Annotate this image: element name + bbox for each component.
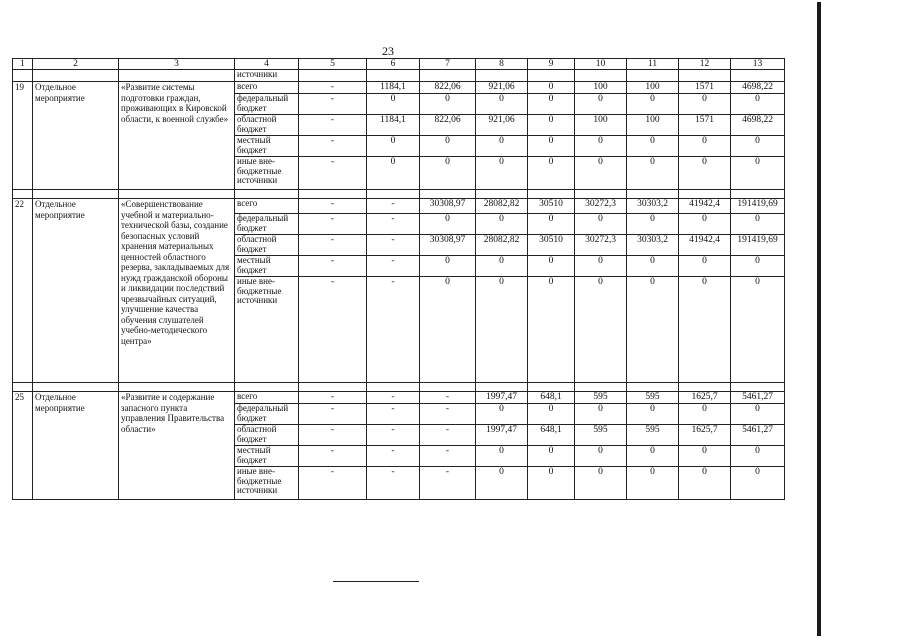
value-cell: 1625,7	[679, 392, 731, 404]
value-cell: 28082,82	[476, 235, 528, 256]
value-cell: 41942,4	[679, 235, 731, 256]
value-cell: 0	[679, 404, 731, 425]
value-cell: 4698,22	[731, 82, 785, 94]
page-number: 23	[382, 44, 394, 58]
activity-number: 19	[13, 82, 33, 190]
value-cell: 30303,2	[627, 235, 679, 256]
value-cell: 0	[731, 136, 785, 157]
source-label: федеральный бюджет	[235, 404, 299, 425]
value-cell: 1184,1	[367, 82, 420, 94]
value-cell: -	[367, 392, 420, 404]
value-cell: 0	[528, 94, 575, 115]
value-cell: -	[299, 115, 367, 136]
value-cell: 0	[476, 467, 528, 500]
value-cell: -	[367, 467, 420, 500]
value-cell: -	[299, 277, 367, 383]
value-cell: 0	[679, 277, 731, 383]
value-cell: 1184,1	[367, 115, 420, 136]
value-cell: 595	[575, 425, 627, 446]
source-label: местный бюджет	[235, 136, 299, 157]
source-label: всего	[235, 199, 299, 214]
value-cell: 0	[731, 467, 785, 500]
column-header: 8	[476, 59, 528, 70]
value-cell: 30303,2	[627, 199, 679, 214]
value-cell: 0	[420, 256, 476, 277]
value-cell: 0	[679, 94, 731, 115]
column-number-row	[13, 59, 785, 70]
activity-type: Отдельное мероприятие	[33, 392, 119, 500]
value-cell: 0	[731, 94, 785, 115]
value-cell: 0	[679, 157, 731, 190]
value-cell: -	[299, 94, 367, 115]
value-cell: 0	[627, 277, 679, 383]
value-cell: 0	[627, 136, 679, 157]
value-cell: 0	[528, 277, 575, 383]
source-label: иные вне-бюджетные источники	[235, 277, 299, 383]
source-label: всего	[235, 392, 299, 404]
value-cell: 0	[627, 157, 679, 190]
value-cell: 0	[528, 467, 575, 500]
value-cell: -	[299, 446, 367, 467]
table-row	[13, 199, 785, 214]
value-cell: 0	[575, 467, 627, 500]
value-cell: 0	[420, 94, 476, 115]
value-cell: 0	[731, 157, 785, 190]
value-cell: 0	[476, 404, 528, 425]
value-cell: 648,1	[528, 392, 575, 404]
continuation-row	[13, 70, 785, 82]
value-cell: -	[299, 82, 367, 94]
value-cell: -	[299, 235, 367, 256]
value-cell: 41942,4	[679, 199, 731, 214]
value-cell: 1997,47	[476, 425, 528, 446]
value-cell: -	[299, 136, 367, 157]
value-cell: -	[299, 256, 367, 277]
source-label: источники	[235, 70, 299, 82]
value-cell: 1571	[679, 115, 731, 136]
value-cell: 191419,69	[731, 235, 785, 256]
source-label: местный бюджет	[235, 256, 299, 277]
value-cell: 191419,69	[731, 199, 785, 214]
spacer-row	[13, 190, 785, 199]
value-cell: 0	[367, 94, 420, 115]
value-cell: -	[367, 256, 420, 277]
value-cell: 30510	[528, 235, 575, 256]
value-cell: 822,06	[420, 82, 476, 94]
value-cell: 0	[528, 446, 575, 467]
value-cell: 0	[627, 446, 679, 467]
value-cell: -	[420, 392, 476, 404]
column-header: 6	[367, 59, 420, 70]
value-cell: 0	[528, 404, 575, 425]
value-cell: -	[420, 425, 476, 446]
value-cell: 0	[731, 446, 785, 467]
value-cell: 28082,82	[476, 199, 528, 214]
value-cell: -	[299, 467, 367, 500]
scan-page-edge	[817, 2, 821, 636]
value-cell: 0	[575, 404, 627, 425]
value-cell: 30272,3	[575, 235, 627, 256]
value-cell: 30308,97	[420, 199, 476, 214]
value-cell: 921,06	[476, 115, 528, 136]
value-cell: 5461,27	[731, 392, 785, 404]
value-cell: -	[299, 425, 367, 446]
value-cell: -	[367, 235, 420, 256]
value-cell: 0	[528, 115, 575, 136]
value-cell: 0	[575, 446, 627, 467]
value-cell: 822,06	[420, 115, 476, 136]
value-cell: 0	[420, 157, 476, 190]
value-cell: 0	[476, 157, 528, 190]
value-cell: 0	[476, 214, 528, 235]
value-cell: 30510	[528, 199, 575, 214]
value-cell: 0	[679, 467, 731, 500]
value-cell: -	[367, 446, 420, 467]
value-cell: 0	[420, 214, 476, 235]
spacer-row	[13, 383, 785, 392]
value-cell: 100	[575, 115, 627, 136]
column-header: 2	[33, 59, 119, 70]
value-cell: -	[420, 467, 476, 500]
column-header: 13	[731, 59, 785, 70]
column-header: 12	[679, 59, 731, 70]
value-cell: -	[367, 199, 420, 214]
value-cell: 30308,97	[420, 235, 476, 256]
value-cell: 0	[367, 136, 420, 157]
value-cell: 5461,27	[731, 425, 785, 446]
value-cell: 0	[575, 277, 627, 383]
activity-type: Отдельное мероприятие	[33, 82, 119, 190]
column-header: 4	[235, 59, 299, 70]
value-cell: 0	[627, 214, 679, 235]
value-cell: 0	[476, 94, 528, 115]
table-row	[13, 392, 785, 404]
value-cell: 4698,22	[731, 115, 785, 136]
value-cell: 0	[627, 256, 679, 277]
value-cell: 0	[420, 277, 476, 383]
value-cell: 0	[575, 157, 627, 190]
source-label: иные вне-бюджетные источники	[235, 157, 299, 190]
source-label: федеральный бюджет	[235, 94, 299, 115]
value-cell: 0	[528, 82, 575, 94]
value-cell: -	[299, 157, 367, 190]
value-cell: 0	[731, 404, 785, 425]
value-cell: 0	[575, 94, 627, 115]
budget-table	[12, 58, 785, 500]
value-cell: 0	[731, 214, 785, 235]
value-cell: 100	[627, 115, 679, 136]
value-cell: 648,1	[528, 425, 575, 446]
column-header: 1	[13, 59, 33, 70]
value-cell: 1997,47	[476, 392, 528, 404]
value-cell: 0	[679, 256, 731, 277]
value-cell: 0	[575, 136, 627, 157]
source-label: местный бюджет	[235, 446, 299, 467]
value-cell: -	[367, 425, 420, 446]
value-cell: 0	[476, 277, 528, 383]
column-header: 10	[575, 59, 627, 70]
source-label: областной бюджет	[235, 425, 299, 446]
value-cell: 30272,3	[575, 199, 627, 214]
activity-name: «Совершенствование учебной и материально-технической базы, создание безопасных условий хранения материальных ценностей областного резерва, закладываемых для нужд гражданской обороны и ликвидации последствий чрезвычайных ситуаций, улучшение качества обучения слушателей учебно-методического центра»	[119, 199, 235, 383]
value-cell: 100	[627, 82, 679, 94]
column-header: 11	[627, 59, 679, 70]
value-cell: 0	[528, 256, 575, 277]
column-header: 9	[528, 59, 575, 70]
value-cell: 0	[476, 256, 528, 277]
value-cell: 0	[476, 136, 528, 157]
value-cell: -	[299, 392, 367, 404]
value-cell: 0	[367, 157, 420, 190]
value-cell: -	[420, 404, 476, 425]
value-cell: -	[299, 199, 367, 214]
value-cell: 0	[476, 446, 528, 467]
table-row	[13, 82, 785, 94]
value-cell: 0	[679, 214, 731, 235]
value-cell: -	[367, 404, 420, 425]
value-cell: -	[367, 214, 420, 235]
source-label: всего	[235, 82, 299, 94]
activity-number: 25	[13, 392, 33, 500]
column-header: 5	[299, 59, 367, 70]
value-cell: -	[299, 214, 367, 235]
value-cell: -	[420, 446, 476, 467]
source-label: федеральный бюджет	[235, 214, 299, 235]
value-cell: 0	[528, 214, 575, 235]
footnote-rule	[333, 581, 419, 582]
value-cell: 0	[528, 136, 575, 157]
value-cell: -	[367, 277, 420, 383]
source-label: областной бюджет	[235, 235, 299, 256]
value-cell: 100	[575, 82, 627, 94]
value-cell: 0	[420, 136, 476, 157]
value-cell: 0	[528, 157, 575, 190]
value-cell: 0	[731, 256, 785, 277]
value-cell: 595	[627, 425, 679, 446]
value-cell: 1571	[679, 82, 731, 94]
value-cell: -	[299, 404, 367, 425]
activity-number: 22	[13, 199, 33, 383]
value-cell: 0	[627, 404, 679, 425]
column-header: 7	[420, 59, 476, 70]
value-cell: 1625,7	[679, 425, 731, 446]
value-cell: 0	[627, 467, 679, 500]
source-label: областной бюджет	[235, 115, 299, 136]
value-cell: 595	[627, 392, 679, 404]
value-cell: 0	[679, 136, 731, 157]
column-header: 3	[119, 59, 235, 70]
activity-name: «Развитие системы подготовки граждан, проживающих в Кировской области, к военной службе»	[119, 82, 235, 190]
value-cell: 0	[627, 94, 679, 115]
value-cell: 921,06	[476, 82, 528, 94]
value-cell: 0	[575, 214, 627, 235]
value-cell: 595	[575, 392, 627, 404]
value-cell: 0	[731, 277, 785, 383]
activity-name: «Развитие и содержание запасного пункта управления Правительства области»	[119, 392, 235, 500]
activity-type: Отдельное мероприятие	[33, 199, 119, 383]
source-label: иные вне-бюджетные источники	[235, 467, 299, 500]
value-cell: 0	[575, 256, 627, 277]
value-cell: 0	[679, 446, 731, 467]
